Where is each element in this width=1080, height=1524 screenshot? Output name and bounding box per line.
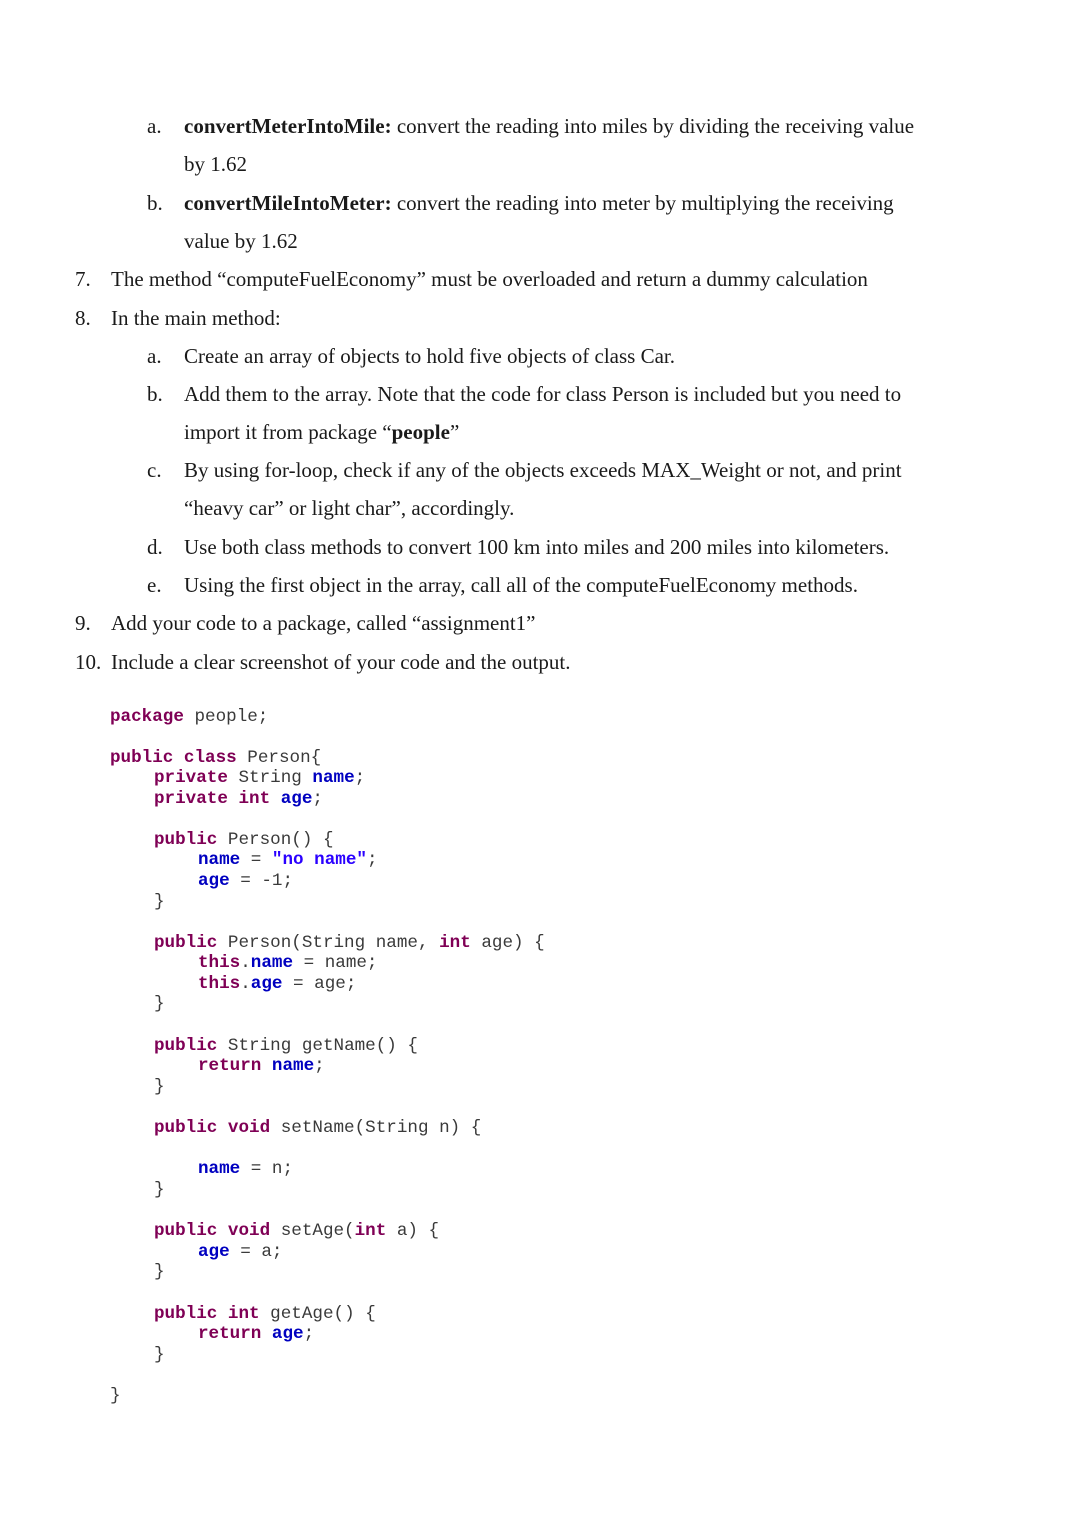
list-item-text: The method “computeFuelEconomy” must be overloaded and return a dummy calculation [111, 267, 868, 291]
list-item-text: By using for-loop, check if any of the objects exceeds MAX_Weight or not, and print [184, 458, 902, 482]
code-line: } [154, 1345, 165, 1365]
code-line: name = "no name"; [198, 850, 378, 870]
method-name: convertMileIntoMeter: [184, 191, 392, 215]
code-line: } [154, 892, 165, 912]
code-line: } [154, 1077, 165, 1097]
list-item-text: Add your code to a package, called “assignment1” [111, 611, 536, 635]
code-line: public Person(String name, int age) { [154, 933, 545, 953]
list-item-text-continued: by 1.62 [184, 152, 247, 176]
list-marker: c. [147, 458, 162, 482]
code-line: } [154, 1180, 165, 1200]
list-marker: 9. [75, 611, 91, 635]
code-line: } [110, 1386, 121, 1406]
list-marker: a. [147, 344, 162, 368]
code-line: age = -1; [198, 871, 294, 891]
code-line: public int getAge() { [154, 1304, 376, 1324]
list-marker: a. [147, 114, 162, 138]
list-item-text [184, 113, 914, 139]
list-item-text: Using the first object in the array, call all of the computeFuelEconomy methods. [184, 573, 858, 597]
code-line: package people; [110, 707, 269, 727]
list-marker: e. [147, 573, 162, 597]
list-marker: d. [147, 535, 163, 559]
code-line: } [154, 994, 165, 1014]
package-name: people [391, 420, 450, 444]
item-description: convert the reading into meter by multiplying the receiving [391, 191, 894, 215]
list-item-text-continued: value by 1.62 [184, 229, 298, 253]
list-marker: 8. [75, 306, 91, 330]
code-line: this.name = name; [198, 953, 378, 973]
list-item-text: Add them to the array. Note that the code for class Person is included but you need to [184, 382, 902, 406]
code-line: public void setAge(int a) { [154, 1221, 440, 1241]
code-line: name = n; [198, 1159, 294, 1179]
list-item-text [184, 190, 894, 216]
method-name: convertMeterIntoMile: [184, 114, 392, 138]
code-line: private int age; [154, 789, 323, 809]
code-line: public String getName() { [154, 1036, 418, 1056]
code-line: return name; [198, 1056, 325, 1076]
item-description: ” [449, 420, 460, 444]
list-item-text-continued [184, 419, 459, 445]
code-line: age = a; [198, 1242, 283, 1262]
list-item-text: In the main method: [111, 306, 281, 330]
list-marker: 7. [75, 267, 91, 291]
item-description: import it from package “ [184, 420, 392, 444]
list-marker: b. [147, 382, 163, 406]
list-marker: b. [147, 191, 163, 215]
code-line: return age; [198, 1324, 315, 1344]
list-marker: 10. [75, 650, 102, 674]
list-item-text: Include a clear screenshot of your code and the output. [111, 650, 571, 674]
list-item-text: Use both class methods to convert 100 km into miles and 200 miles into kilometers. [184, 535, 890, 559]
code-line: this.age = age; [198, 974, 357, 994]
code-line: public void setName(String n) { [154, 1118, 482, 1138]
list-item-text-continued: “heavy car” or light char”, accordingly. [184, 496, 515, 520]
code-line: public Person() { [154, 830, 334, 850]
code-line: public class Person{ [110, 748, 322, 768]
item-description: convert the reading into miles by dividing the receiving value [391, 114, 915, 138]
list-item-text: Create an array of objects to hold five objects of class Car. [184, 344, 675, 368]
code-line: } [154, 1262, 165, 1282]
code-line: private String name; [154, 768, 366, 788]
